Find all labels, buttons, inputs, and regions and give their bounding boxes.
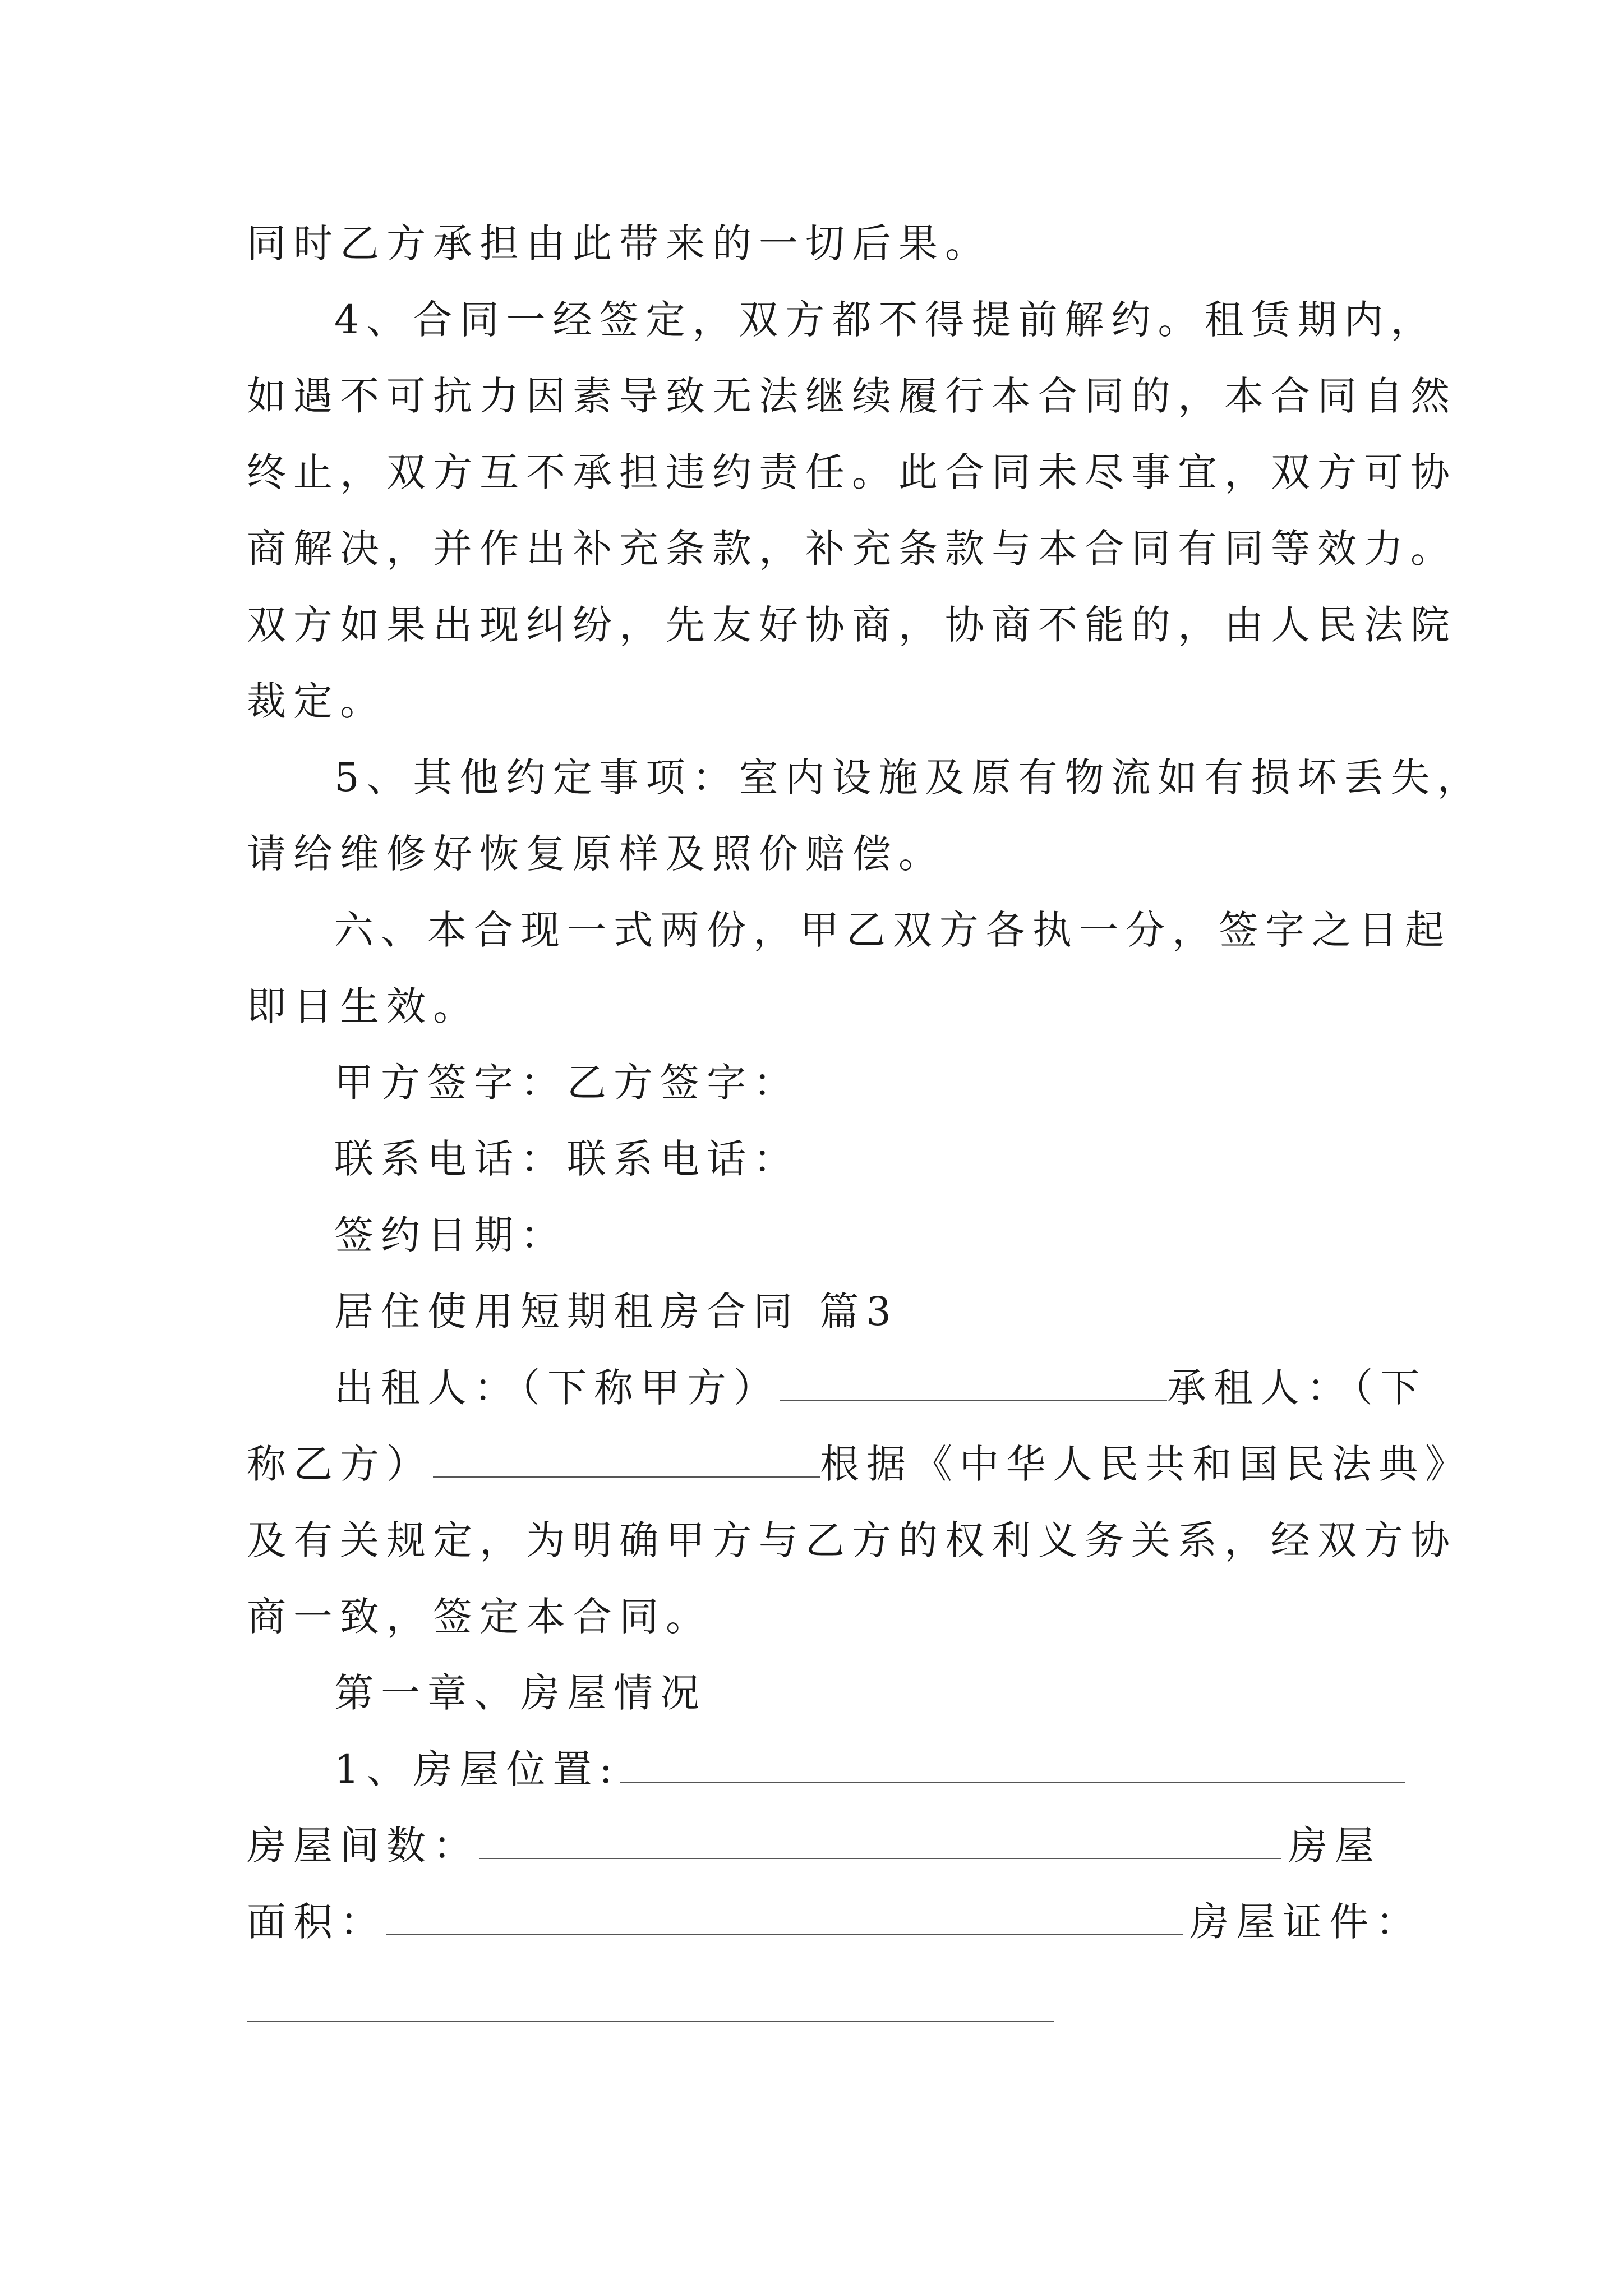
phone-line: 联系电话：联系电话：: [334, 1136, 800, 1182]
chapter-1-title: 第一章、房屋情况: [334, 1670, 707, 1716]
contract-title: 居住使用短期租房合同 篇3: [334, 1289, 898, 1335]
area-line: [247, 1894, 1422, 1950]
text-line: 即日生效。: [247, 983, 479, 1029]
area-label-part2: 面积：: [247, 1899, 386, 1945]
area-blank[interactable]: [386, 1898, 1183, 1935]
text-line: 请给维修好恢复原样及照价赔偿。: [247, 831, 945, 877]
sign-date-line: 签约日期：: [334, 1212, 567, 1258]
text-line: 同时乙方承担由此带来的一切后果。: [247, 220, 992, 266]
text-line: 商解决，并作出补充条款，补充条款与本合同有同等效力。: [247, 526, 1457, 572]
parties-line-cont: [247, 1436, 1472, 1492]
room-count-line: [247, 1818, 1381, 1874]
text-line: 双方如果出现纠纷，先友好协商，协商不能的，由人民法院: [247, 602, 1457, 648]
lessee-name-blank[interactable]: [433, 1441, 820, 1478]
lessee-label: 承租人：（下: [1167, 1365, 1427, 1411]
basis-text: 根据《中华人民共和国民法典》: [820, 1441, 1472, 1487]
signature-line: 甲方签字：乙方签字：: [334, 1060, 800, 1106]
parties-line: [334, 1360, 1427, 1416]
lessee-label-cont: 称乙方）: [247, 1441, 433, 1487]
section-6-start: 六、本合现一式两份，甲乙双方各执一分，签字之日起: [334, 907, 1451, 953]
clause-5-start: 5、其他约定事项：室内设施及原有物流如有损坏丢失，: [334, 754, 1484, 800]
area-label-part1: 房屋: [1288, 1823, 1381, 1869]
lessor-name-blank[interactable]: [780, 1364, 1167, 1401]
house-location-line: [334, 1741, 1405, 1797]
clause-4-start: 4、合同一经签定，双方都不得提前解约。租赁期内，: [334, 297, 1437, 343]
house-location-blank[interactable]: [620, 1746, 1405, 1783]
text-line: 裁定。: [247, 678, 386, 724]
certificate-blank[interactable]: [247, 2021, 1054, 2022]
lessor-label: 出租人：（下称甲方）: [334, 1365, 780, 1411]
text-line: 终止，双方互不承担违约责任。此合同未尽事宜，双方可协: [247, 449, 1457, 495]
purpose-line: 及有关规定，为明确甲方与乙方的权利义务关系，经双方协: [247, 1517, 1457, 1563]
room-count-label: 房屋间数：: [247, 1823, 479, 1869]
purpose-line: 商一致，签定本合同。: [247, 1594, 712, 1640]
room-count-blank[interactable]: [479, 1822, 1281, 1859]
certificate-label: 房屋证件：: [1189, 1899, 1422, 1945]
house-location-label: 1、房屋位置:: [334, 1746, 620, 1792]
text-line: 如遇不可抗力因素导致无法继续履行本合同的，本合同自然: [247, 373, 1457, 419]
